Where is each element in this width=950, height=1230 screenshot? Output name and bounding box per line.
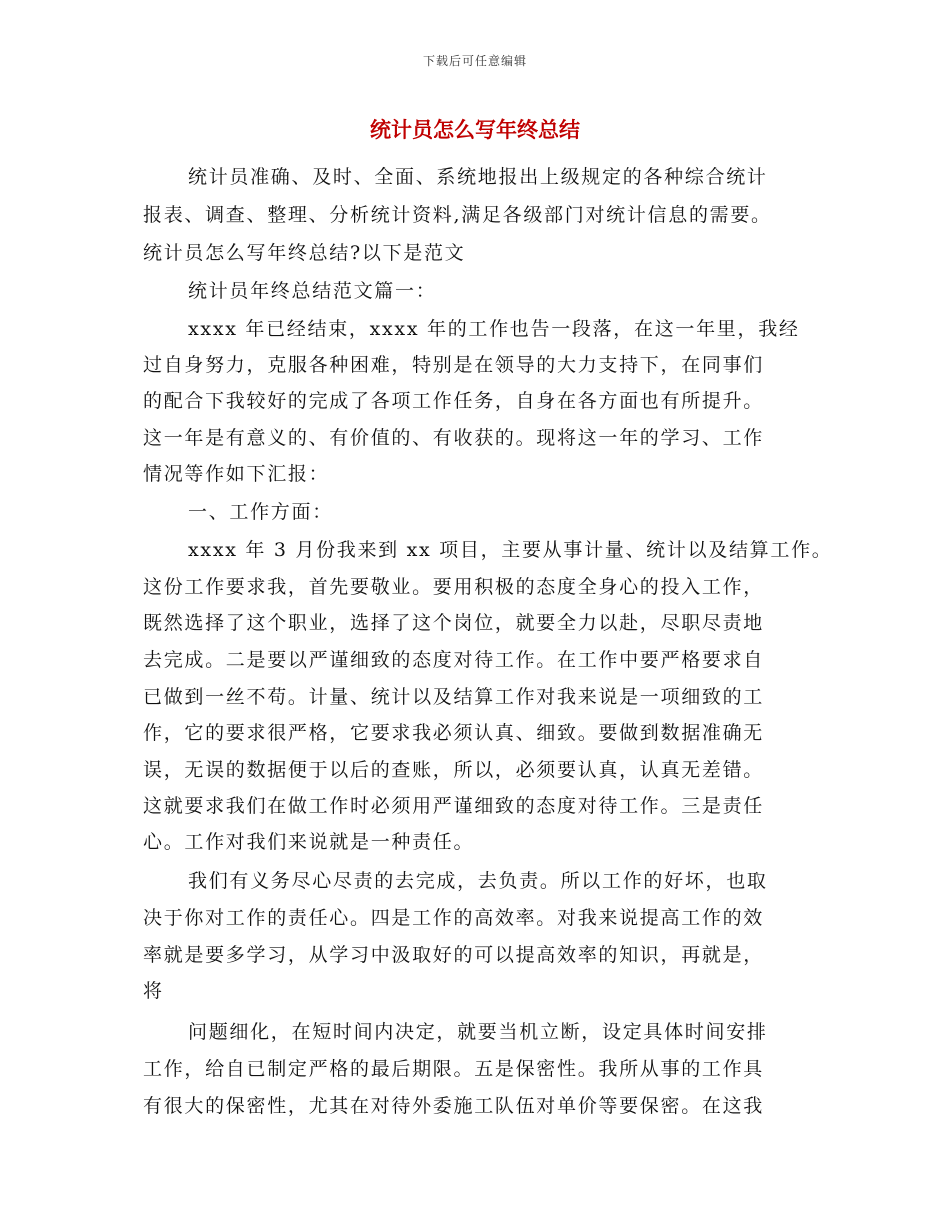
body-line: 报表、调查、整理、分析统计资料,满足各级部门对统计信息的需要。 [143,204,772,226]
body-line: 率就是要多学习，从学习中汲取好的可以提高效率的知识，再就是， [143,944,765,966]
body-line: 这就要求我们在做工作时必须用严谨细致的态度对待工作。三是责任 [143,795,765,817]
header-note: 下载后可任意编辑 [422,54,527,68]
body-line: 的配合下我较好的完成了各项工作任务，自身在各方面也有所提升。 [143,390,765,412]
body-line: 误，无误的数据便于以后的查账，所以，必须要认真，认真无差错。 [143,759,765,781]
body-line: 去完成。二是要以严谨细致的态度对待工作。在工作中要严格要求自 [143,649,765,671]
body-line: xxxx 年 3 月份我来到 xx 项目，主要从事计量、统计以及结算工作。 [188,539,833,561]
body-line: 统计员准确、及时、全面、系统地报出上级规定的各种综合统计 [188,166,768,188]
body-line: 决于你对工作的责任心。四是工作的高效率。对我来说提高工作的效 [143,907,765,929]
body-line: 统计员怎么写年终总结?以下是范文 [143,242,466,264]
body-line: 问题细化，在短时间内决定，就要当机立断，设定具体时间安排 [188,1021,768,1043]
body-line: 既然选择了这个职业，选择了这个岗位，就要全力以赴，尽职尽责地 [143,612,765,634]
body-line: 过自身努力，克服各种困难，特别是在领导的大力支持下，在同事们 [143,354,765,376]
body-line: xxxx 年已经结束，xxxx 年的工作也告一段落，在这一年里，我经 [188,318,800,340]
section-heading: 统计员年终总结范文篇一： [188,280,437,302]
body-line: 情况等作如下汇报： [143,463,330,485]
document-title: 统计员怎么写年终总结 [370,118,580,142]
section-heading: 一、工作方面： [188,501,333,523]
body-line: 工作，给自已制定严格的最后期限。五是保密性。我所从事的工作具 [143,1058,765,1080]
body-line: 作，它的要求很严格，它要求我必须认真、细致。要做到数据准确无 [143,722,765,744]
body-line: 心。工作对我们来说就是一种责任。 [143,831,475,853]
body-line: 这一年是有意义的、有价值的、有收获的。现将这一年的学习、工作 [143,427,765,449]
body-line: 有很大的保密性，尤其在对待外委施工队伍对单价等要保密。在这我 [143,1095,765,1117]
body-line: 这份工作要求我，首先要敬业。要用积极的态度全身心的投入工作， [143,576,765,598]
body-line: 我们有义务尽心尽责的去完成，去负责。所以工作的好坏，也取 [188,870,768,892]
body-line: 将 [143,980,164,1002]
body-line: 已做到一丝不苟。计量、统计以及结算工作对我来说是一项细致的工 [143,686,765,708]
